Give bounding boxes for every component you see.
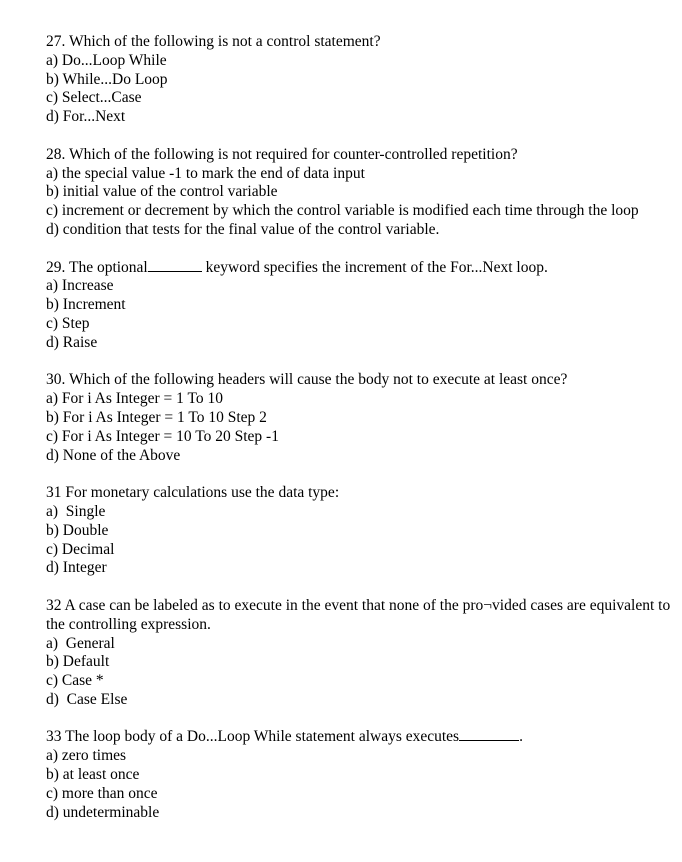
question-stem: 27. Which of the following is not a control statement? [46, 33, 381, 50]
question-32 [46, 597, 676, 710]
question-stem: 30. Which of the following headers will cause the body not to execute at least once? [46, 371, 568, 389]
answer-option: b) initial value of the control variable [46, 183, 278, 201]
answer-option: b) Increment [46, 296, 126, 314]
question-stem [46, 259, 676, 278]
stem-after-blank: keyword specifies the increment of the For...Next loop. [201, 258, 548, 276]
answer-option: d) Raise [46, 333, 98, 351]
stem-after-blank: . [519, 728, 523, 746]
answer-option: c) more than once [46, 784, 158, 802]
answer-option: b) Double [46, 521, 109, 539]
answer-option: a) General [46, 634, 115, 652]
answer-option: a) For i As Integer = 1 To 10 [46, 390, 223, 408]
answer-option: c) Select...Case [46, 89, 142, 107]
answer-option: b) While...Do Loop [46, 70, 168, 88]
stem-before-blank: 33 The loop body of a Do...Loop While statement always executes [46, 728, 460, 746]
answer-option: d) None of the Above [46, 446, 181, 464]
answer-option: d) For...Next [46, 108, 126, 126]
question-29 [46, 259, 676, 353]
question-27 [46, 33, 676, 127]
answer-option: c) Decimal [46, 540, 115, 558]
quiz-document [46, 33, 676, 841]
answer-option: d) Case Else [46, 690, 128, 708]
answer-option: b) For i As Integer = 1 To 10 Step 2 [46, 408, 267, 426]
fill-in-blank [148, 259, 202, 272]
answer-option: b) at least once [46, 766, 140, 784]
question-28 [46, 146, 676, 240]
answer-option: c) Step [46, 314, 90, 332]
answer-option: d) Integer [46, 559, 107, 577]
answer-option: d) condition that tests for the final value of the control variable. [46, 220, 440, 238]
question-stem [46, 728, 676, 747]
question-30 [46, 371, 676, 465]
answer-option: a) Do...Loop While [46, 51, 167, 69]
stem-before-blank: 29. The optional [46, 258, 148, 276]
answer-option: c) Case * [46, 672, 104, 690]
answer-option: b) Default [46, 653, 110, 671]
answer-option: c) increment or decrement by which the control variable is modified each time through the loop [46, 202, 639, 220]
answer-option: a) the special value -1 to mark the end of data input [46, 164, 365, 182]
answer-option: a) Single [46, 502, 106, 520]
answer-option: a) Increase [46, 277, 114, 295]
question-33 [46, 728, 676, 822]
answer-option: c) For i As Integer = 10 To 20 Step -1 [46, 427, 279, 445]
question-stem: 28. Which of the following is not required for counter-controlled repetition? [46, 145, 518, 163]
answer-option: d) undeterminable [46, 803, 160, 821]
question-stem: 31 For monetary calculations use the data type: [46, 484, 340, 502]
answer-option: a) zero times [46, 747, 127, 765]
question-31 [46, 484, 676, 578]
question-stem: 32 A case can be labeled as to execute in the event that none of the pro¬vided cases are equivalent to the controlling expression. [46, 596, 671, 633]
fill-in-blank [459, 728, 519, 741]
